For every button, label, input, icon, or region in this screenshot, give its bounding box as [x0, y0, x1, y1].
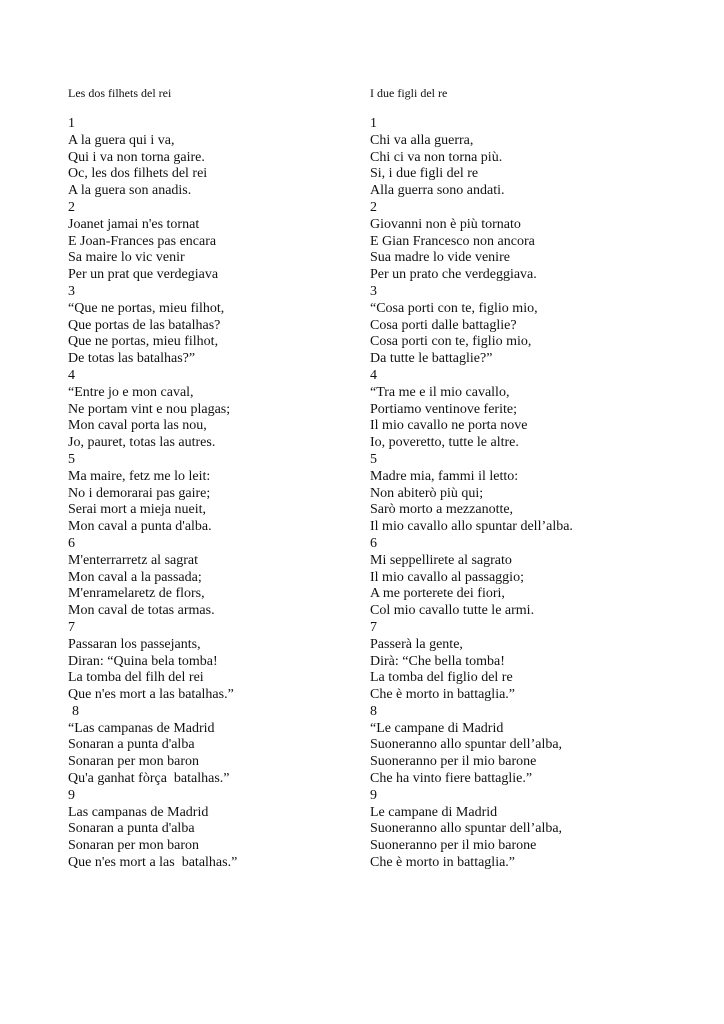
verse-line: Sarò morto a mezzanotte,	[370, 502, 514, 518]
stanza	[68, 200, 368, 284]
stanza-number: 2	[370, 199, 377, 215]
verse-line: Que portas de las batalhas?	[68, 317, 221, 333]
verse-line: A la guera son anadis.	[68, 183, 192, 199]
occitan-stanzas	[68, 116, 368, 872]
stanza	[370, 116, 670, 200]
verse-line: Sa maire lo vic venir	[68, 250, 185, 266]
verse-line: Las campanas de Madrid	[68, 804, 209, 820]
stanza	[370, 788, 670, 872]
verse-line: A me porterete dei fiori,	[370, 586, 505, 602]
verse-line: No i demorarai pas gaire;	[68, 485, 211, 501]
verse-line: Non abiterò più qui;	[370, 485, 484, 501]
verse-line: Mon caval porta las nou,	[68, 418, 207, 434]
verse-line: E Gian Francesco non ancora	[370, 233, 535, 249]
verse-line: Il mio cavallo allo spuntar dell’alba.	[370, 519, 573, 535]
verse-line: Serai mort a mieja nueit,	[68, 502, 207, 518]
stanza	[370, 284, 670, 368]
verse-line: M'enramelaretz de flors,	[68, 586, 205, 602]
stanza	[370, 200, 670, 284]
verse-line: Mon caval de totas armas.	[68, 603, 215, 619]
stanza	[370, 620, 670, 704]
verse-line: Il mio cavallo ne porta nove	[370, 418, 528, 434]
verse-line: Qui i va non torna gaire.	[68, 149, 205, 165]
verse-line: “Que ne portas, mieu filhot,	[68, 300, 225, 316]
verse-line: “Cosa porti con te, figlio mio,	[370, 300, 538, 316]
stanza-number: 6	[68, 535, 75, 551]
verse-line: Sonaran a punta d'alba	[68, 821, 195, 837]
stanza	[370, 452, 670, 536]
verse-line: Qu'a ganhat fòrça batalhas.”	[68, 771, 230, 787]
verse-line: Dirà: “Che bella tomba!	[370, 653, 505, 669]
stanza	[68, 704, 368, 788]
stanza-number: 6	[370, 535, 377, 551]
verse-line: Sua madre lo vide venire	[370, 250, 510, 266]
stanza	[68, 452, 368, 536]
italian-stanzas	[370, 116, 670, 872]
verse-line: Que ne portas, mieu filhot,	[68, 334, 219, 350]
verse-line: Oc, les dos filhets del rei	[68, 166, 208, 182]
verse-line: “Las campanas de Madrid	[68, 720, 215, 736]
verse-line: Si, i due figli del re	[370, 166, 479, 182]
verse-line: Suoneranno per il mio barone	[370, 754, 537, 770]
stanza	[370, 704, 670, 788]
stanza	[68, 368, 368, 452]
verse-line: La tomba del figlio del re	[370, 670, 513, 686]
stanza	[68, 116, 368, 200]
verse-line: Per un prat que verdegiava	[68, 267, 219, 283]
verse-line: E Joan-Frances pas encara	[68, 233, 217, 249]
verse-line: Que n'es mort a las batalhas.”	[68, 687, 234, 703]
stanza	[68, 620, 368, 704]
verse-line: Cosa porti dalle battaglie?	[370, 317, 517, 333]
stanza	[68, 788, 368, 872]
verse-line: Alla guerra sono andati.	[370, 183, 505, 199]
verse-line: Che è morto in battaglia.”	[370, 855, 516, 871]
occitan-column	[68, 84, 368, 872]
verse-line: Col mio cavallo tutte le armi.	[370, 603, 535, 619]
verse-line: La tomba del filh del rei	[68, 670, 204, 686]
occitan-title: Les dos filhets del rei	[68, 86, 172, 100]
verse-line: Ne portam vint e nou plagas;	[68, 401, 231, 417]
verse-line: Io, poveretto, tutte le altre.	[370, 435, 519, 451]
verse-line: Suoneranno allo spuntar dell’alba,	[370, 821, 563, 837]
verse-line: De totas las batalhas?”	[68, 351, 196, 367]
stanza	[68, 536, 368, 620]
verse-line: Che è morto in battaglia.”	[370, 687, 516, 703]
verse-line: Giovanni non è più tornato	[370, 216, 521, 232]
stanza-number: 8	[370, 703, 377, 719]
verse-line: Sonaran per mon baron	[68, 754, 200, 770]
verse-line: Ma maire, fetz me lo leit:	[68, 468, 211, 484]
verse-line: Portiamo ventinove ferite;	[370, 401, 517, 417]
verse-line: Suoneranno allo spuntar dell’alba,	[370, 737, 563, 753]
verse-line: Chi va alla guerra,	[370, 132, 474, 148]
verse-line: Le campane di Madrid	[370, 804, 498, 820]
verse-line: Que n'es mort a las batalhas.”	[68, 855, 238, 871]
stanza-number: 3	[68, 283, 75, 299]
verse-line: Jo, pauret, totas las autres.	[68, 435, 216, 451]
verse-line: Sonaran per mon baron	[68, 838, 200, 854]
stanza-number: 9	[370, 787, 377, 803]
verse-line: “Le campane di Madrid	[370, 720, 504, 736]
verse-line: Passaran los passejants,	[68, 636, 201, 652]
verse-line: Per un prato che verdeggiava.	[370, 267, 537, 283]
stanza	[370, 536, 670, 620]
stanza-number: 5	[370, 451, 377, 467]
stanza-number: 3	[370, 283, 377, 299]
stanza-number: 2	[68, 199, 75, 215]
verse-line: Diran: “Quina bela tomba!	[68, 653, 218, 669]
verse-line: “Tra me e il mio cavallo,	[370, 384, 510, 400]
verse-line: Il mio cavallo al passaggio;	[370, 569, 524, 585]
stanza-number: 1	[68, 116, 75, 131]
verse-line: “Entre jo e mon caval,	[68, 384, 194, 400]
verse-line: M'enterrarretz al sagrat	[68, 552, 198, 568]
verse-line: Cosa porti con te, figlio mio,	[370, 334, 532, 350]
verse-line: Mi seppellirete al sagrato	[370, 552, 512, 568]
verse-line: Chi ci va non torna più.	[370, 149, 503, 165]
verse-line: Madre mia, fammi il letto:	[370, 468, 519, 484]
italian-title: I due figli del re	[370, 86, 448, 100]
stanza-number: 4	[370, 367, 377, 383]
verse-line: Mon caval a la passada;	[68, 569, 202, 585]
stanza-number: 1	[370, 116, 377, 131]
verse-line: A la guera qui i va,	[68, 132, 175, 148]
stanza-number: 9	[68, 787, 75, 803]
verse-line: Mon caval a punta d'alba.	[68, 519, 212, 535]
stanza-number: 7	[68, 619, 75, 635]
stanza	[370, 368, 670, 452]
verse-line: Sonaran a punta d'alba	[68, 737, 195, 753]
verse-line: Da tutte le battaglie?”	[370, 351, 493, 367]
verse-line: Che ha vinto fiere battaglie.”	[370, 771, 533, 787]
verse-line: Passerà la gente,	[370, 636, 463, 652]
stanza	[68, 284, 368, 368]
stanza-number: 5	[68, 451, 75, 467]
verse-line: Joanet jamai n'es tornat	[68, 216, 200, 232]
stanza-number: 7	[370, 619, 377, 635]
verse-line: Suoneranno per il mio barone	[370, 838, 537, 854]
italian-column	[370, 84, 670, 872]
stanza-number: 4	[68, 367, 75, 383]
stanza-number: 8	[72, 703, 79, 719]
